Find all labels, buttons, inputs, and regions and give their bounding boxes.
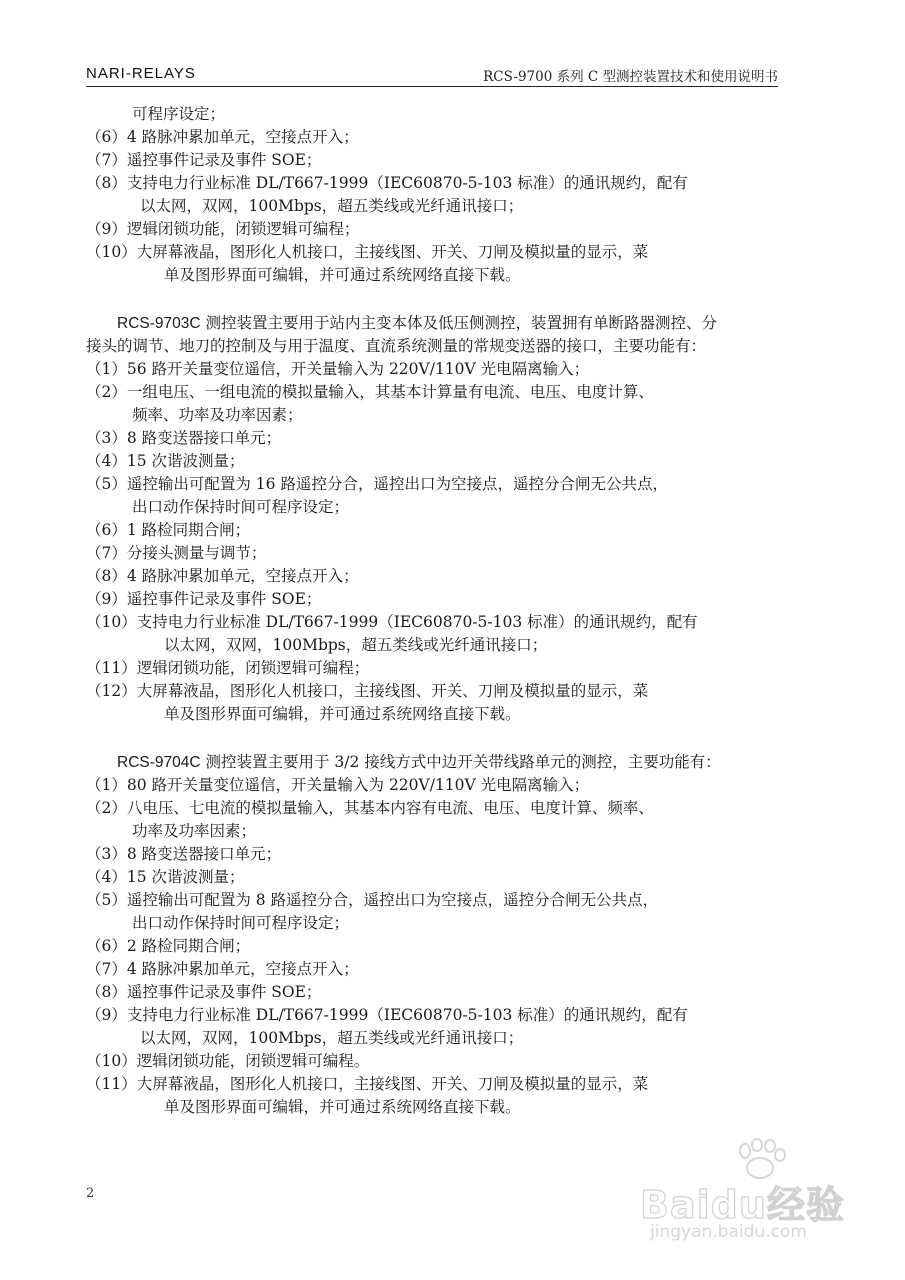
list-item: （1）56 路开关量变位遥信，开关量输入为 220V/110V 光电隔离输入； xyxy=(86,360,590,378)
page-header xyxy=(86,64,778,87)
watermark-brand: Baidu经验 xyxy=(640,1183,845,1227)
list-item: （9）逻辑闭锁功能，闭锁逻辑可编程； xyxy=(86,220,360,238)
list-item: （1）80 路开关量变位遥信，开关量输入为 220V/110V 光电隔离输入； xyxy=(86,776,590,794)
list-item: （7）遥控事件记录及事件 SOE； xyxy=(86,151,322,169)
list-item: （6）2 路检同期合闸； xyxy=(86,937,251,955)
list-item-continuation: 单及图形界面可编辑，并可通过系统网络直接下载。 xyxy=(164,266,521,284)
list-item: （7）4 路脉冲累加单元，空接点开入； xyxy=(86,960,359,978)
header-brand: NARI-RELAYS xyxy=(86,65,196,82)
list-item: （4）15 次谐波测量； xyxy=(86,452,245,470)
list-item: （7）分接头测量与调节； xyxy=(86,544,267,562)
list-item-continuation: 以太网，双网，100Mbps，超五类线或光纤通讯接口； xyxy=(140,197,524,215)
list-item-continuation: 以太网，双网，100Mbps，超五类线或光纤通讯接口； xyxy=(164,636,548,654)
page-number: 2 xyxy=(86,1186,95,1201)
list-item: （10）大屏幕液晶，图形化人机接口，主接线图、开关、刀闸及模拟量的显示，菜 xyxy=(86,243,649,261)
list-item-continuation: 单及图形界面可编辑，并可通过系统网络直接下载。 xyxy=(164,705,521,723)
list-item-continuation: 频率、功率及功率因素； xyxy=(132,406,303,424)
list-item: （11）逻辑闭锁功能，闭锁逻辑可编程； xyxy=(86,659,370,677)
list-item: （10）逻辑闭锁功能，闭锁逻辑可编程。 xyxy=(86,1052,370,1070)
document-body xyxy=(86,103,778,1119)
list-item: （11）大屏幕液晶，图形化人机接口，主接线图、开关、刀闸及模拟量的显示，菜 xyxy=(86,1075,649,1093)
list-item: （9）支持电力行业标准 DL/T667-1999（IEC60870-5-103 标准）的通讯规约，配有 xyxy=(86,1006,688,1024)
list-item: （9）遥控事件记录及事件 SOE； xyxy=(86,590,322,608)
header-document-title: RCS-9700 系列 C 型测控装置技术和使用说明书 xyxy=(483,69,778,85)
list-item: （6）1 路检同期合闸； xyxy=(86,521,251,539)
section-9703-model: RCS-9703C xyxy=(117,315,201,332)
list-item: （8）遥控事件记录及事件 SOE； xyxy=(86,983,322,1001)
baidu-jingyan-watermark xyxy=(640,1138,880,1248)
list-item: （3）8 路变送器接口单元； xyxy=(86,845,282,863)
list-item-continuation: 出口动作保持时间可程序设定； xyxy=(132,914,350,932)
list-item: （12）大屏幕液晶，图形化人机接口，主接线图、开关、刀闸及模拟量的显示，菜 xyxy=(86,682,649,700)
list-item: （10）支持电力行业标准 DL/T667-1999（IEC60870-5-103 标准）的通讯规约，配有 xyxy=(86,613,698,631)
list-item-continuation: 出口动作保持时间可程序设定； xyxy=(132,498,350,516)
list-item: （6）4 路脉冲累加单元，空接点开入； xyxy=(86,128,359,146)
list-item-continuation: 单及图形界面可编辑，并可通过系统网络直接下载。 xyxy=(164,1098,521,1116)
list-item: （2）八电压、七电流的模拟量输入，其基本内容有电流、电压、电度计算、频率、 xyxy=(86,799,654,817)
section-9703-intro: RCS-9703C 测控装置主要用于站内主变本体及低压侧测控，装置拥有单断路器测控、分 xyxy=(117,314,717,332)
list-item-continuation: 可程序设定； xyxy=(132,105,226,123)
section-9703-intro-line2: 接头的调节、地刀的控制及与用于温度、直流系统测量的常规变送器的接口，主要功能有： xyxy=(86,337,707,355)
list-item: （5）遥控输出可配置为 16 路遥控分合，遥控出口为空接点，遥控分合闸无公共点， xyxy=(86,475,668,493)
list-item: （8）支持电力行业标准 DL/T667-1999（IEC60870-5-103 标准）的通讯规约，配有 xyxy=(86,174,688,192)
list-item: （2）一组电压、一组电流的模拟量输入，其基本计算量有电流、电压、电度计算、 xyxy=(86,383,654,401)
list-item: （5）遥控输出可配置为 8 路遥控分合，遥控出口为空接点，遥控分合闸无公共点， xyxy=(86,891,659,909)
list-item-continuation: 以太网，双网，100Mbps，超五类线或光纤通讯接口； xyxy=(140,1029,524,1047)
section-9704-model: RCS-9704C xyxy=(117,754,201,771)
list-item-continuation: 功率及功率因素； xyxy=(132,822,257,840)
watermark-site: jingyan.baidu.com xyxy=(650,1222,807,1242)
section-9704-intro: RCS-9704C 测控装置主要用于 3/2 接线方式中边开关带线路单元的测控，主要功能有： xyxy=(117,753,721,771)
list-item: （8）4 路脉冲累加单元，空接点开入； xyxy=(86,567,359,585)
list-item: （4）15 次谐波测量； xyxy=(86,868,245,886)
list-item: （3）8 路变送器接口单元； xyxy=(86,429,282,447)
